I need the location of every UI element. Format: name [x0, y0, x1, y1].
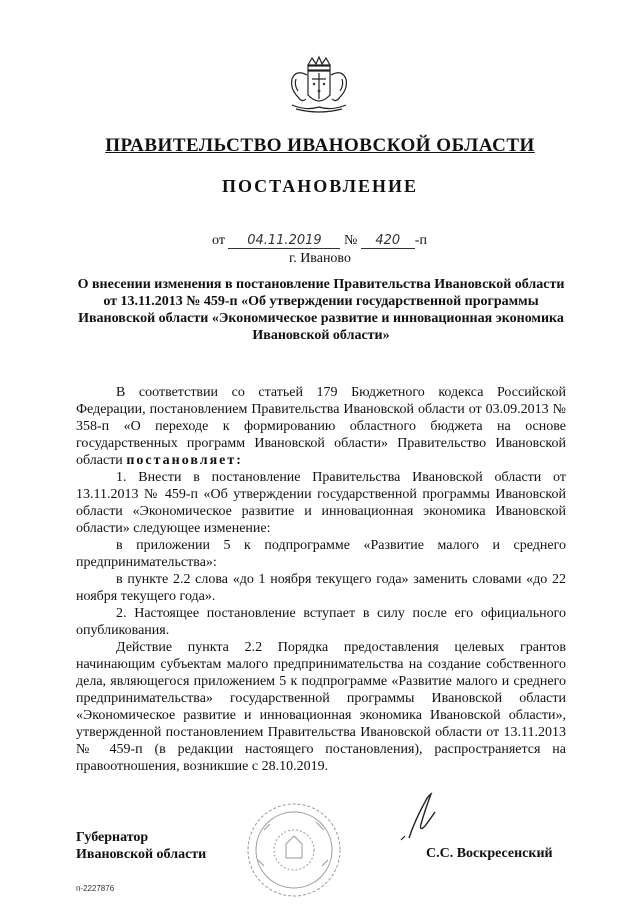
resolution-word: постановляет: — [126, 453, 243, 468]
document-type-title: ПОСТАНОВЛЕНИЕ — [221, 176, 419, 196]
body-paragraph-5: 2. Настоящее постановление вступает в силу после его официального опубликования. — [76, 606, 566, 638]
document-subject: О внесении изменения в постановление Правительства Ивановской области от 13.11.2013 № 459-п «Об утверждении государственной программы Ивановской области «Экономическое развитие и инновационная экономика Ивановской области» — [77, 277, 565, 343]
ivanovo-coat-of-arms-icon — [286, 55, 352, 117]
handwritten-date: 04.11.2019 — [228, 233, 340, 249]
number-label: № — [343, 233, 358, 248]
handwritten-signature-icon — [395, 790, 445, 845]
signatory-title: Губернатор — [76, 830, 149, 845]
number-suffix: -п — [414, 233, 427, 248]
signatory-region: Ивановской области — [76, 847, 207, 862]
official-seal-stamp-icon — [244, 800, 344, 900]
body-paragraph-6: Действие пункта 2.2 Порядка предоставления целевых грантов начинающим субъектам малого предпринимательства на создание собственного дела, являющегося приложением 5 к подпрограмме «Развитие малого и среднего предпринимательства» государственной программы Ивановской области «Экономическое развитие и инновационная экономика Ивановской области», утвержденной постановлением Правительства Ивановской области от 13.11.2013 № 459-п (в редакции настоящего постановления), распространяется на правоотношения, возникшие с 28.10.2019. — [76, 640, 566, 774]
signatory-name: С.С. Воскресенский — [426, 846, 553, 861]
body-paragraph-4: в пункте 2.2 слова «до 1 ноября текущего года» заменить словами «до 22 ноября текущего года». — [76, 572, 566, 604]
signatory-block — [76, 829, 206, 863]
organization-title: ПРАВИТЕЛЬСТВО ИВАНОВСКОЙ ОБЛАСТИ — [105, 135, 535, 156]
document-body — [76, 384, 566, 775]
body-paragraph-1: В соответствии со статьей 179 Бюджетного кодекса Российской Федерации, постановлением Правительства Ивановской области от 03.09.2013 № 358-п «О переходе к формированию областного бюджета на основе государственных программ Ивановской области» Правительство Ивановской области постановляет: — [76, 385, 566, 468]
dateline — [212, 233, 427, 249]
document-serial-number: п-2227876 — [76, 884, 115, 893]
city: г. Иваново — [289, 251, 351, 266]
handwritten-number: 420 — [361, 233, 415, 249]
date-label: от — [212, 233, 225, 248]
body-paragraph-2: 1. Внести в постановление Правительства Ивановской области от 13.11.2013 № 459-п «Об утверждении государственной программы Ивановской области «Экономическое развитие и инновационная экономика Ивановской области» следующее изменение: — [76, 470, 566, 536]
body-paragraph-3: в приложении 5 к подпрограмме «Развитие малого и среднего предпринимательства»: — [76, 538, 566, 570]
